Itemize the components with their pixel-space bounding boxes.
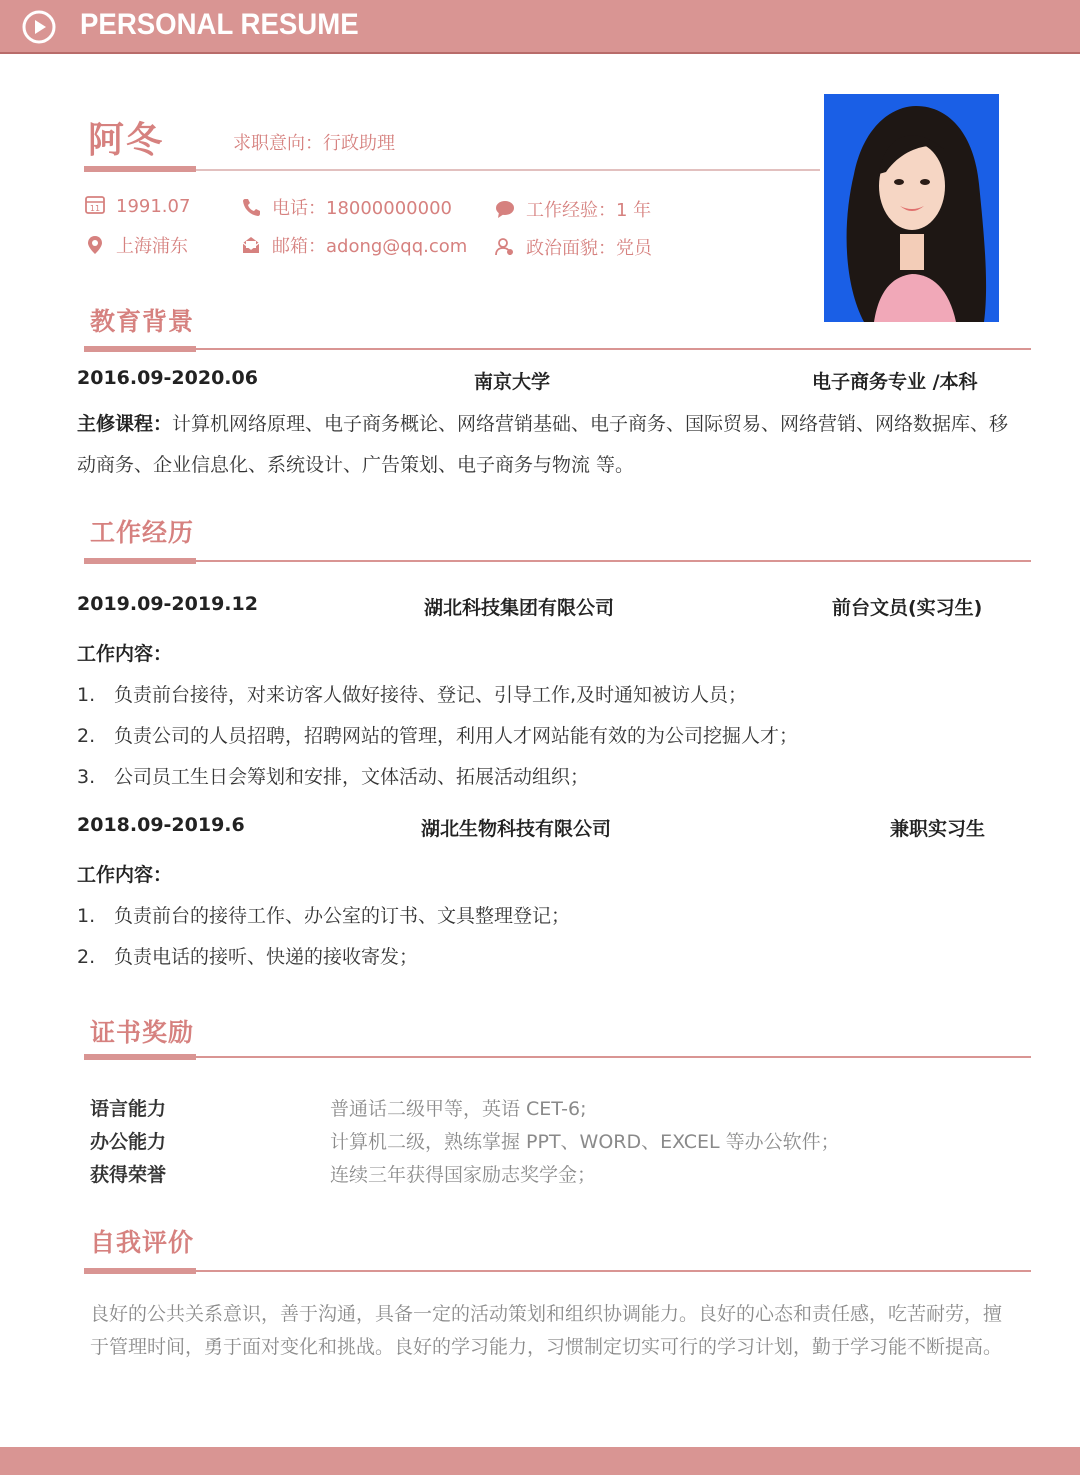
location-text: 上海浦东 [116,236,188,257]
job-role: 兼职实习生 [890,818,986,840]
courses-text: 计算机网络原理、电子商务概论、网络营销基础、电子商务、国际贸易、网络营销、网络数据库、移动商务、企业信息化、系统设计、广告策划、电子商务与物流 等。 [77,413,1009,476]
self-eval-text: 良好的公共关系意识，善于沟通，具备一定的活动策划和组织协调能力。良好的心态和责任感，吃苦耐劳，擅于管理时间，勇于面对变化和挑战。良好的学习能力，习惯制定切实可行的学习计划，勤于学习能不断提高。 [90,1303,1003,1358]
politics-info [494,234,652,260]
profile-photo [824,94,999,322]
header-bar [0,0,1080,54]
birth-info [84,194,190,217]
email-text: 邮箱：adong@qq.com [272,236,468,257]
job-company: 湖北生物科技有限公司 [421,818,612,840]
job-item: 3. 公司员工生日会筹划和安排，文体活动、拓展活动组织； [77,766,590,788]
education-title-bar [84,346,196,352]
certs-title: 证书奖励 [90,1018,195,1047]
self-eval-title: 自我评价 [90,1228,195,1257]
experience-text: 工作经验：1 年 [526,200,652,221]
education-school: 南京大学 [474,371,551,393]
education-period: 2016.09-2020.06 [77,367,258,389]
email-info [240,232,467,258]
work-title-bar [84,558,196,564]
calendar-icon [84,194,106,216]
certs-title-bar [84,1054,196,1060]
header-title: PERSONAL RESUME [80,8,359,41]
cert-value: 连续三年获得国家励志奖学金； [330,1164,597,1186]
job-content-label: 工作内容： [77,643,173,665]
job-item: 1. 负责前台接待，对来访客人做好接待、登记、引导工作,及时通知被访人员； [77,684,748,706]
phone-text: 电话：18000000000 [272,198,452,219]
chat-icon [494,198,516,220]
education-divider [196,348,1031,350]
job-company: 湖北科技集团有限公司 [424,597,615,619]
politics-text: 政治面貌：党员 [526,238,652,259]
cert-label: 语言能力 [90,1098,167,1120]
job-intent: 求职意向：行政助理 [233,133,395,154]
cert-value: 普通话二级甲等，英语 CET-6; [330,1098,587,1120]
cert-label: 办公能力 [90,1131,167,1153]
phone-icon [240,196,262,218]
work-divider [196,560,1031,562]
certs-divider [196,1056,1031,1058]
job-period: 2018.09-2019.6 [77,814,245,836]
job-role: 前台文员(实习生) [832,597,983,619]
footer-bar [0,1447,1080,1475]
play-icon [22,10,56,44]
cert-value: 计算机二级，熟练掌握 PPT、WORD、EXCEL 等办公软件； [330,1131,840,1153]
education-major: 电子商务专业 /本科 [812,371,978,393]
work-title: 工作经历 [90,518,195,547]
job-item: 2. 负责电话的接听、快递的接收寄发； [77,946,419,968]
self-eval-title-bar [84,1268,196,1274]
location-info [84,232,188,258]
job-content-label: 工作内容： [77,864,173,886]
location-icon [84,234,106,256]
self-eval-divider [196,1270,1031,1272]
cert-label: 获得荣誉 [90,1164,167,1186]
name-underline [84,166,196,172]
birth-text: 1991.07 [116,196,191,217]
education-courses [77,404,1012,486]
courses-label: 主修课程： [77,413,173,435]
job-period: 2019.09-2019.12 [77,593,258,615]
education-title: 教育背景 [90,307,195,336]
mail-icon [240,234,262,256]
job-item: 2. 负责公司的人员招聘，招聘网站的管理，利用人才网站能有效的为公司挖掘人才； [77,725,799,747]
svg-text:11: 11 [89,204,101,213]
person-name: 阿冬 [88,120,165,161]
user-icon [494,236,516,258]
job-item: 1. 负责前台的接待工作、办公室的订书、文具整理登记； [77,905,571,927]
experience-info [494,196,651,222]
phone-info [240,194,452,220]
name-divider [196,169,820,171]
